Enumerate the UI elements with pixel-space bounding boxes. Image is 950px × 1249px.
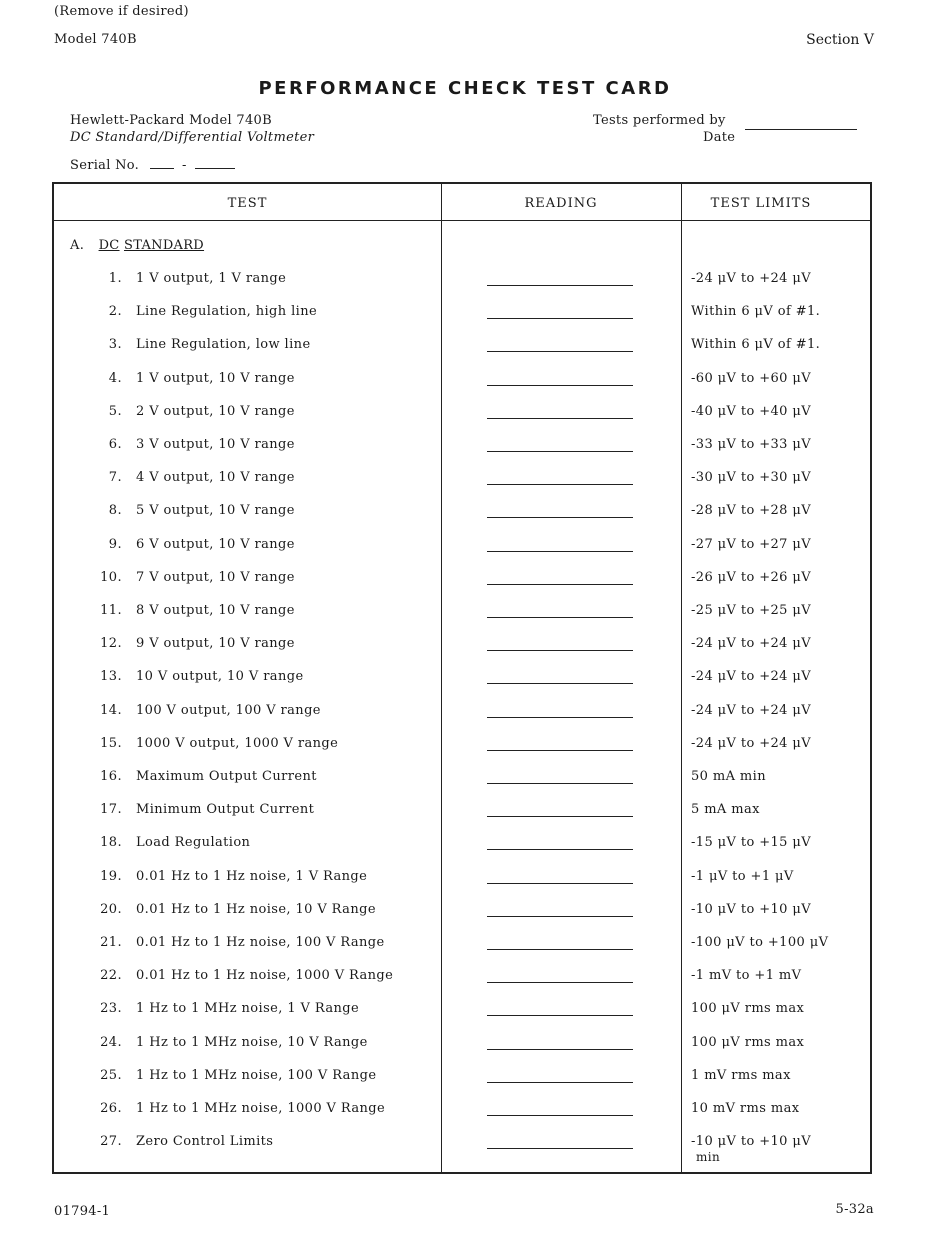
row-test-limits-extra: min xyxy=(696,1150,721,1164)
table-row xyxy=(0,1101,950,1121)
page-title: PERFORMANCE CHECK TEST CARD xyxy=(258,78,672,99)
row-test-name: 0.01 Hz to 1 Hz noise, 10 V Range xyxy=(136,902,376,917)
row-test-name: 3 V output, 10 V range xyxy=(136,437,295,452)
row-test-name: 1 Hz to 1 MHz noise, 10 V Range xyxy=(136,1035,368,1050)
reading-field[interactable] xyxy=(487,750,633,751)
reading-field[interactable] xyxy=(487,285,633,286)
table-row xyxy=(0,869,950,889)
row-test-limits: 100 μV rms max xyxy=(691,1001,805,1016)
instrument-model: Hewlett-Packard Model 740B xyxy=(70,113,272,128)
row-test-limits: -24 μV to +24 μV xyxy=(691,669,812,684)
row-test-name: Maximum Output Current xyxy=(136,769,317,784)
row-number: 13. xyxy=(100,669,122,684)
row-number: 25. xyxy=(100,1068,122,1083)
row-test-limits: -10 μV to +10 μV xyxy=(691,902,812,917)
row-test-name: 8 V output, 10 V range xyxy=(136,603,295,618)
reading-field[interactable] xyxy=(487,351,633,352)
row-test-limits: -24 μV to +24 μV xyxy=(691,271,812,286)
table-row xyxy=(0,437,950,457)
row-test-name: 0.01 Hz to 1 Hz noise, 1000 V Range xyxy=(136,968,394,983)
reading-field[interactable] xyxy=(487,1015,633,1016)
row-test-name: Line Regulation, high line xyxy=(136,304,318,319)
serial-number xyxy=(70,156,235,173)
reading-field[interactable] xyxy=(487,418,633,419)
row-test-name: 0.01 Hz to 1 Hz noise, 1 V Range xyxy=(136,869,368,884)
row-number: 24. xyxy=(100,1035,122,1050)
table-row xyxy=(0,503,950,523)
tests-performed-by-field[interactable] xyxy=(745,129,857,130)
reading-field[interactable] xyxy=(487,816,633,817)
row-test-limits: Within 6 μV of #1. xyxy=(691,304,821,319)
section-word-1: DC xyxy=(98,238,120,253)
column-header-limits: TEST LIMITS xyxy=(710,196,812,211)
row-number: 1. xyxy=(108,271,122,286)
reading-field[interactable] xyxy=(487,517,633,518)
page-number: 01794-1 xyxy=(54,1204,111,1219)
row-test-limits: Within 6 μV of #1. xyxy=(691,337,821,352)
section-label: Section V xyxy=(806,32,874,48)
table-row xyxy=(0,271,950,291)
row-test-limits: -1 μV to +1 μV xyxy=(691,869,794,884)
row-test-name: 1 Hz to 1 MHz noise, 1 V Range xyxy=(136,1001,360,1016)
row-test-limits: 50 mA min xyxy=(691,769,766,784)
serial-separator: - xyxy=(182,158,187,173)
table-row xyxy=(0,669,950,689)
row-number: 18. xyxy=(100,835,122,850)
table-row xyxy=(0,603,950,623)
row-number: 10. xyxy=(100,570,122,585)
table-row xyxy=(0,703,950,723)
row-test-name: 1 Hz to 1 MHz noise, 100 V Range xyxy=(136,1068,377,1083)
row-test-limits: 1 mV rms max xyxy=(691,1068,791,1083)
row-number: 3. xyxy=(108,337,122,352)
table-row xyxy=(0,1134,950,1164)
row-test-limits: -30 μV to +30 μV xyxy=(691,470,812,485)
reading-field[interactable] xyxy=(487,783,633,784)
row-number: 7. xyxy=(108,470,122,485)
table-row xyxy=(0,636,950,656)
table-row xyxy=(0,404,950,424)
row-number: 19. xyxy=(100,869,122,884)
reading-field[interactable] xyxy=(487,982,633,983)
row-test-limits: -33 μV to +33 μV xyxy=(691,437,812,452)
row-number: 2. xyxy=(108,304,122,319)
reading-field[interactable] xyxy=(487,1082,633,1083)
row-test-limits: -60 μV to +60 μV xyxy=(691,371,812,386)
reading-field[interactable] xyxy=(487,617,633,618)
row-test-limits: 10 mV rms max xyxy=(691,1101,800,1116)
row-number: 17. xyxy=(100,802,122,817)
row-test-limits: 5 mA max xyxy=(691,802,760,817)
table-row xyxy=(0,769,950,789)
reading-field[interactable] xyxy=(487,916,633,917)
date-label: Date xyxy=(703,130,736,145)
row-test-limits: -26 μV to +26 μV xyxy=(691,570,812,585)
reading-field[interactable] xyxy=(487,484,633,485)
row-test-limits: 100 μV rms max xyxy=(691,1035,805,1050)
reading-field[interactable] xyxy=(487,949,633,950)
row-test-limits: -27 μV to +27 μV xyxy=(691,537,812,552)
row-test-limits: -24 μV to +24 μV xyxy=(691,703,812,718)
row-test-name: 4 V output, 10 V range xyxy=(136,470,295,485)
model-label: Model 740B xyxy=(54,32,137,47)
table-row xyxy=(0,337,950,357)
row-number: 9. xyxy=(108,537,122,552)
table-row xyxy=(0,802,950,822)
row-test-name: 7 V output, 10 V range xyxy=(136,570,295,585)
table-row xyxy=(0,570,950,590)
table-row xyxy=(0,835,950,855)
row-test-name: 2 V output, 10 V range xyxy=(136,404,295,419)
row-number: 21. xyxy=(100,935,122,950)
row-test-limits: -10 μV to +10 μV xyxy=(691,1134,812,1149)
table-row xyxy=(0,1035,950,1055)
column-header-test: TEST xyxy=(227,196,268,211)
section-heading xyxy=(70,238,204,253)
row-test-name: 100 V output, 100 V range xyxy=(136,703,321,718)
table-row xyxy=(0,470,950,490)
row-number: 8. xyxy=(108,503,122,518)
row-test-name: 9 V output, 10 V range xyxy=(136,636,295,651)
header-divider xyxy=(54,220,870,221)
reading-field[interactable] xyxy=(487,318,633,319)
serial-field-1[interactable] xyxy=(150,156,174,169)
instrument-description: DC Standard/Differential Voltmeter xyxy=(70,130,315,145)
row-test-limits: -15 μV to +15 μV xyxy=(691,835,812,850)
row-test-name: Load Regulation xyxy=(136,835,251,850)
row-number: 12. xyxy=(100,636,122,651)
row-test-name: 10 V output, 10 V range xyxy=(136,669,304,684)
table-row xyxy=(0,371,950,391)
row-test-limits: -1 mV to +1 mV xyxy=(691,968,802,983)
table-row xyxy=(0,935,950,955)
table-row xyxy=(0,902,950,922)
serial-label: Serial No. xyxy=(70,158,140,173)
row-test-name: Line Regulation, low line xyxy=(136,337,311,352)
row-number: 27. xyxy=(100,1134,122,1149)
row-test-name: 1 Hz to 1 MHz noise, 1000 V Range xyxy=(136,1101,386,1116)
section-letter: A. xyxy=(70,238,85,253)
row-test-limits: -25 μV to +25 μV xyxy=(691,603,812,618)
row-test-limits: -24 μV to +24 μV xyxy=(691,636,812,651)
reading-field[interactable] xyxy=(487,1148,633,1149)
row-test-name: 0.01 Hz to 1 Hz noise, 100 V Range xyxy=(136,935,385,950)
section-word-2: STANDARD xyxy=(123,238,205,253)
row-test-limits: -28 μV to +28 μV xyxy=(691,503,812,518)
row-number: 15. xyxy=(100,736,122,751)
reading-field[interactable] xyxy=(487,1049,633,1050)
row-number: 20. xyxy=(100,902,122,917)
row-number: 26. xyxy=(100,1101,122,1116)
row-test-name: 1 V output, 10 V range xyxy=(136,371,295,386)
reading-field[interactable] xyxy=(487,551,633,552)
reading-field[interactable] xyxy=(487,683,633,684)
reading-field[interactable] xyxy=(487,584,633,585)
row-test-name: Minimum Output Current xyxy=(136,802,315,817)
row-test-name: 1 V output, 1 V range xyxy=(136,271,287,286)
remove-note: (Remove if desired) xyxy=(54,4,189,19)
column-header-reading: READING xyxy=(524,196,598,211)
page-reference: 5-32a xyxy=(835,1202,874,1217)
reading-field[interactable] xyxy=(487,451,633,452)
row-number: 4. xyxy=(108,371,122,386)
row-number: 11. xyxy=(100,603,122,618)
row-number: 22. xyxy=(100,968,122,983)
row-test-limits: -100 μV to +100 μV xyxy=(691,935,829,950)
row-number: 14. xyxy=(100,703,122,718)
row-test-name: Zero Control Limits xyxy=(136,1134,274,1149)
reading-field[interactable] xyxy=(487,849,633,850)
row-test-name: 1000 V output, 1000 V range xyxy=(136,736,339,751)
reading-field[interactable] xyxy=(487,717,633,718)
row-test-name: 5 V output, 10 V range xyxy=(136,503,295,518)
table-row xyxy=(0,968,950,988)
table-row xyxy=(0,736,950,756)
serial-field-2[interactable] xyxy=(195,156,235,169)
reading-field[interactable] xyxy=(487,883,633,884)
table-row xyxy=(0,304,950,324)
row-number: 5. xyxy=(108,404,122,419)
table-row xyxy=(0,1001,950,1021)
tests-performed-by-label: Tests performed by xyxy=(593,113,726,128)
reading-field[interactable] xyxy=(487,1115,633,1116)
reading-field[interactable] xyxy=(487,385,633,386)
row-test-name: 6 V output, 10 V range xyxy=(136,537,295,552)
row-number: 6. xyxy=(108,437,122,452)
row-number: 23. xyxy=(100,1001,122,1016)
table-row xyxy=(0,537,950,557)
row-number: 16. xyxy=(100,769,122,784)
table-row xyxy=(0,1068,950,1088)
row-test-limits: -24 μV to +24 μV xyxy=(691,736,812,751)
row-test-limits: -40 μV to +40 μV xyxy=(691,404,812,419)
reading-field[interactable] xyxy=(487,650,633,651)
